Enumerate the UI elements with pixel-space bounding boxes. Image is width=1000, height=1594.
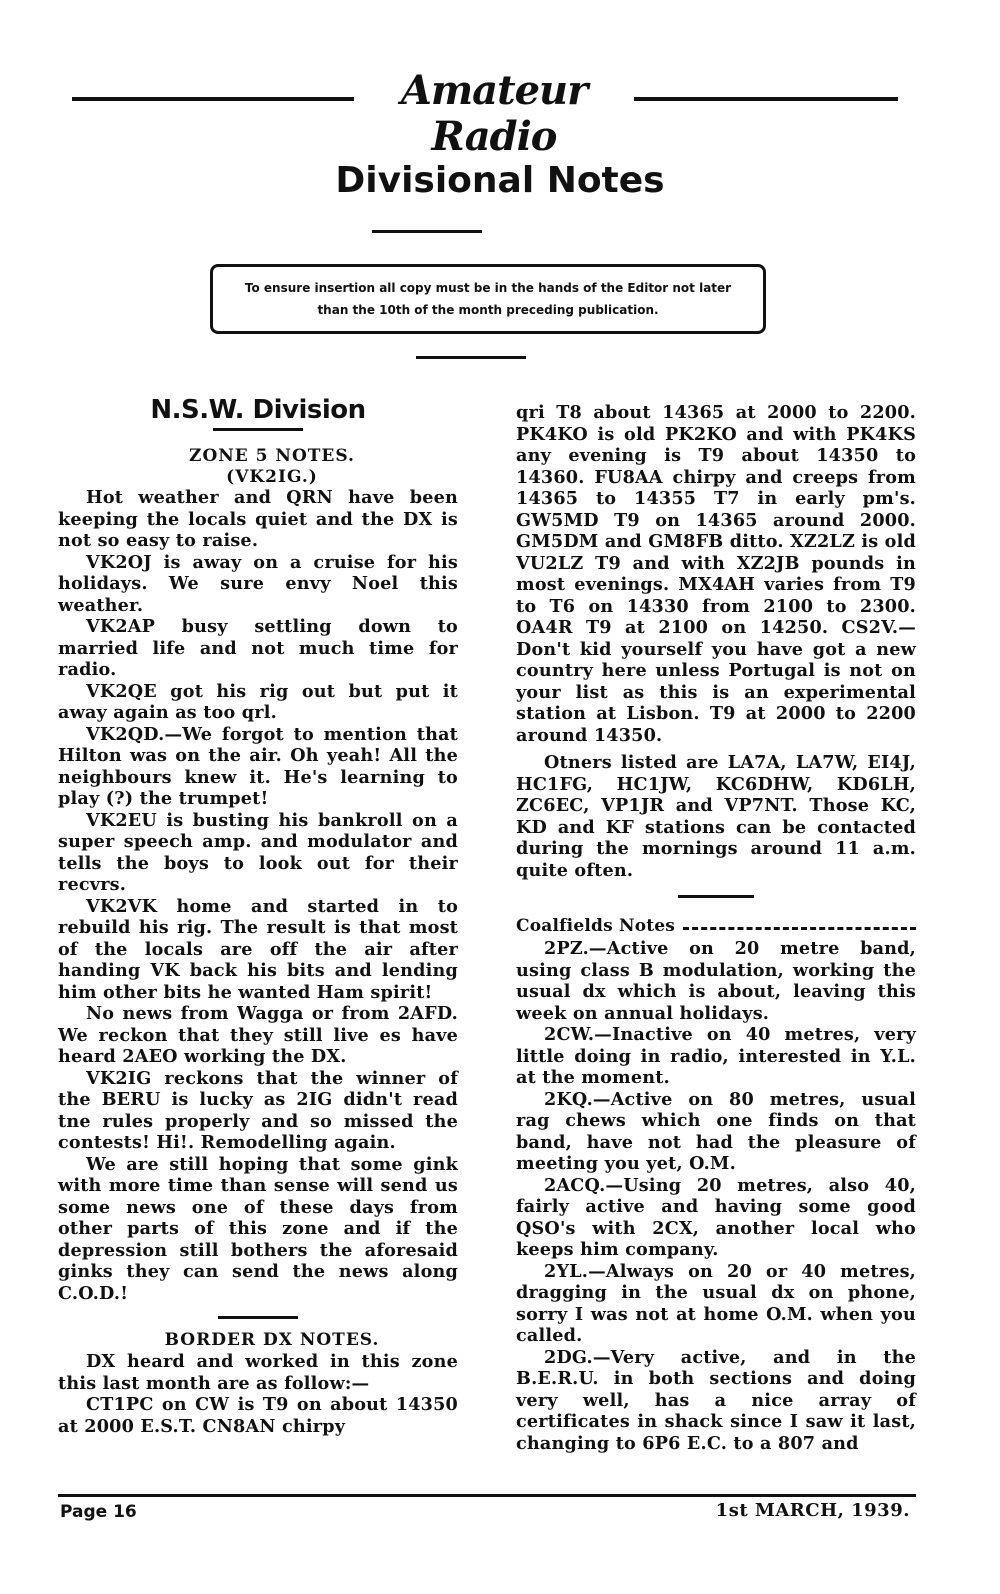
coalfields-title: Coalfields Notes: [516, 916, 676, 936]
paragraph: VK2EU is busting his bankroll on a super speech amp. and modulator and tells the boys to look out for their recvrs.: [58, 809, 458, 895]
zone-title: ZONE 5 NOTES.: [189, 446, 355, 466]
coalfields-heading: [516, 914, 916, 938]
zone-subtitle: (VK2IG.): [226, 467, 318, 487]
paragraph: Otners listed are LA7A, LA7W, EI4J, HC1FG, HC1JW, KC6DHW, KD6LH, ZC6EC, VP1JR and VP7NT. Those KC, KD and KF stations can be contacted during the mornings around 11 a.m. quite often.: [516, 752, 916, 881]
paragraph: VK2IG reckons that the winner of the BERU is lucky as 2IG didn't read tne rules properly and so missed the contests! Hi!. Remodelling again.: [58, 1067, 458, 1153]
footer-rule: [58, 1494, 916, 1497]
paragraph: 2ACQ.—Using 20 metres, also 40, fairly active and having some good QSO's with 2CX, another local who keeps him company.: [516, 1174, 916, 1260]
paragraph: VK2AP busy settling down to married life and not much time for radio.: [58, 616, 458, 680]
paragraph: VK2QD.—We forgot to mention that Hilton was on the air. Oh yeah! All the neighbours knew it. He's learning to play (?) the trumpet!: [58, 723, 458, 809]
editor-notice-box: [210, 264, 766, 334]
paragraph: 2DG.—Very active, and in the B.E.R.U. in both sections and doing very well, has a nice array of certificates in shack since I saw it last, changing to 6P6 E.C. to a 807 and: [516, 1346, 916, 1454]
section-divider: [678, 895, 754, 898]
masthead: [72, 66, 898, 160]
paragraph: 2PZ.—Active on 20 metre band, using class B modulation, working the usual dx which is about, leaving this week on annual holidays.: [516, 938, 916, 1024]
masthead-rule-left: [72, 97, 354, 101]
section-title-rule: [213, 428, 303, 431]
border-dx-title: BORDER DX NOTES.: [164, 1330, 380, 1350]
paragraph: VK2VK home and started in to rebuild his rig. The result is that most of the locals are off the air after handing VK back his bits and lending him other bits he wanted Ham spirit!: [58, 895, 458, 1003]
left-column: [58, 394, 458, 1437]
section-divider: [218, 1316, 298, 1319]
paragraph: VK2OJ is away on a cruise for his holidays. We sure envy Noel this weather.: [58, 551, 458, 616]
paragraph: 2KQ.—Active on 80 metres, usual rag chews which one finds on that band, have not had the pleasure of meeting you yet, O.M.: [516, 1088, 916, 1174]
editor-notice-text: To ensure insertion all copy must be in the hands of the Editor not later than the 10th of the month preceding publication.: [244, 281, 732, 317]
paragraph: 2CW.—Inactive on 40 metres, very little doing in radio, interested in Y.L. at the moment.: [516, 1024, 916, 1088]
paragraph: DX heard and worked in this zone this last month are as follow:—: [58, 1351, 458, 1394]
paragraph: Hot weather and QRN have been keeping the locals quiet and the DX is not so easy to raise.: [58, 487, 458, 551]
page-number: Page 16: [60, 1502, 137, 1522]
title-underline: [372, 230, 482, 233]
paragraph-continuation: qri T8 about 14365 at 2000 to 2200. PK4KO is old PK2KO and with PK4KS any evening is T9 about 14350 to 14360. FU8AA chirpy and creeps from 14365 to 14355 T7 in early pm's. GW5MD T9 on 14365 around 2000. GM5DM and GM8FB ditto. XZ2LZ is old VU2LZ T9 and with XZ2JB pounds in most evenings. MX4AH varies from T9 to T6 on 14330 from 2100 to 2300. OA4R T9 at 2100 on 14250. CS2V.—Don't kid yourself you have got a new country here unless Portugal is not on your list as this is an experimental station at Lisbon. T9 at 2000 to 2200 around 14350.: [516, 402, 916, 746]
coalfields-dashes: [683, 927, 916, 930]
page-title: Divisional Notes: [335, 160, 665, 201]
issue-date: 1st MARCH, 1939.: [715, 1500, 910, 1521]
paragraph: VK2QE got his rig out but put it away again as too qrl.: [58, 680, 458, 723]
paragraph: CT1PC on CW is T9 on about 14350 at 2000 E.S.T. CN8AN chirpy: [58, 1394, 458, 1437]
section-title-nsw: N.S.W. Division: [150, 395, 366, 425]
paragraph: No news from Wagga or from 2AFD. We reckon that they still live es have heard 2AEO working the DX.: [58, 1003, 458, 1067]
notice-underline: [416, 356, 526, 359]
paragraph: We are still hoping that some gink with more time than sense will send us some news one of these days from other parts of this zone and if the depression still bothers the aforesaid ginks they can send the news along C.O.D.!: [58, 1153, 458, 1304]
paragraph: 2YL.—Always on 20 or 40 metres, dragging in the usual dx on phone, sorry I was not at home O.M. when you called.: [516, 1260, 916, 1346]
masthead-rule-right: [634, 97, 898, 101]
right-column: [516, 402, 916, 1454]
masthead-logo: Amateur Radio: [400, 67, 588, 160]
